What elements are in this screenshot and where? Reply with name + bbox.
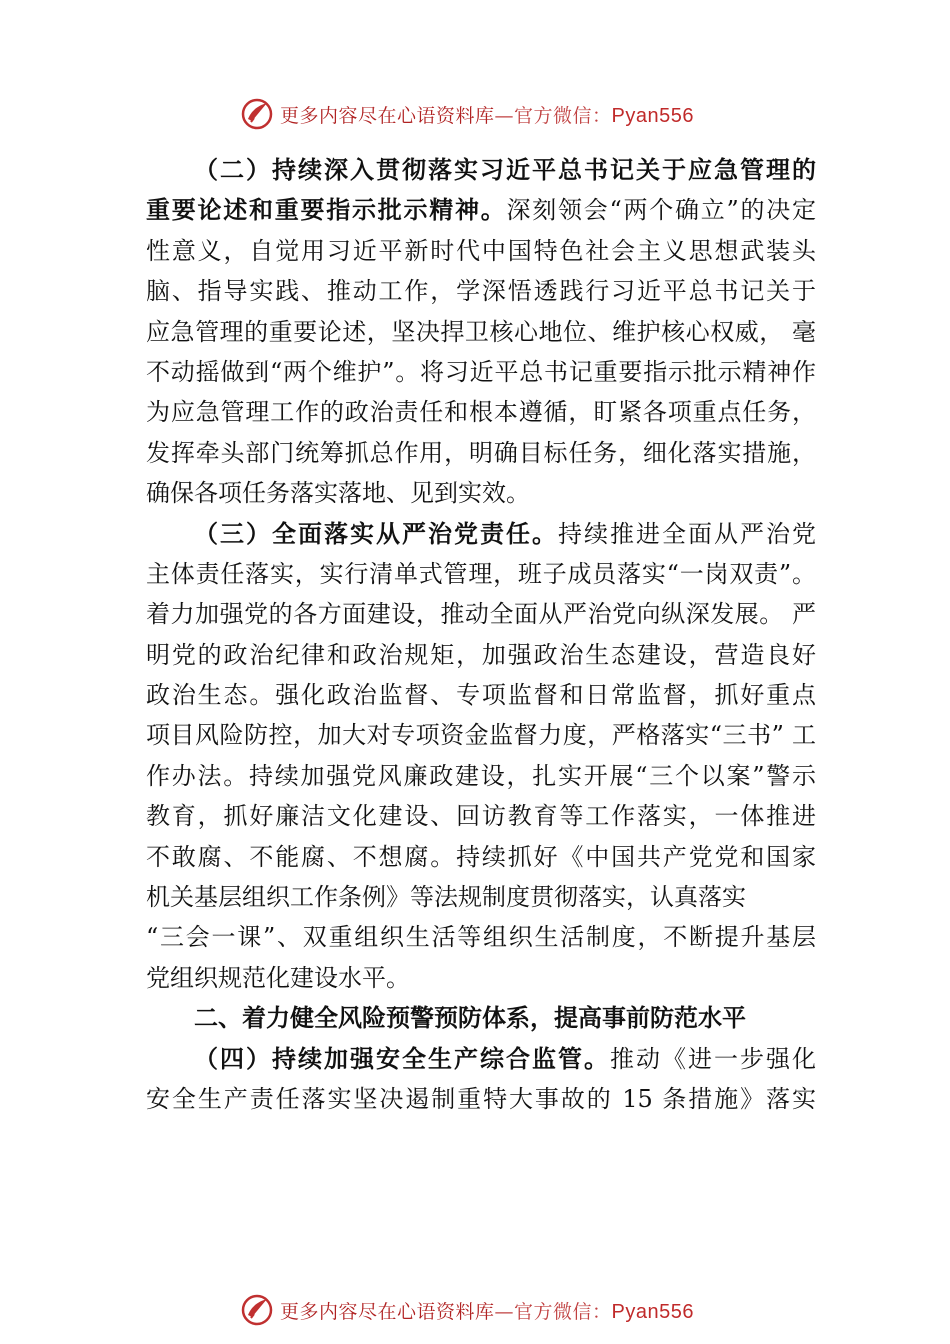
paragraph-3-line-9: 不敢腐、不能腐、不想腐。持续抓好《中国共产党党和国家 [146,842,816,871]
header-banner [0,94,950,134]
footer-banner-text [280,1297,694,1324]
paragraph-3-line-8: 教育，抓好廉洁文化建设、回访教育等工作落实，一体推进 [146,802,816,831]
paragraph-3-line-12: 党组织规范化建设水平。 [146,963,410,992]
banner-label: 官方微信： [514,1300,612,1323]
paragraph-2-line-7: 为应急管理工作的政治责任和根本遵循，盯紧各项重点任务， [146,398,816,427]
paragraph-3-line-1: （三）全面落实从严治党责任。持续推进全面从严治党 [194,519,816,548]
banner-prefix: 更多内容尽在心语资料库 [280,104,495,127]
paragraph-3-line-3: 着力加强党的各方面建设，推动全面从严治党向纵深发展。 严 [146,600,816,629]
banner-dash: — [494,104,515,127]
paragraph-3-line-10: 机关基层组织工作条例》等法规制度贯彻落实，认真落实 [146,883,746,912]
paragraph-2-line-3: 性意义，自觉用习近平新时代中国特色社会主义思想武装头 [146,236,816,265]
paragraph-2-line-6: 不动摇做到“两个维护”。将习近平总书记重要指示批示精神作 [146,357,816,386]
paragraph-3-line-4: 明党的政治纪律和政治规矩，加强政治生态建设，营造良好 [146,640,816,669]
paragraph-3-line-5: 政治生态。强化政治监督、专项监督和日常监督，抓好重点 [146,681,816,710]
banner-wechat-id: Pyan556 [611,104,694,127]
footer-banner [0,1290,950,1330]
paragraph-4-line-2: 安全生产责任落实坚决遏制重特大事故的 15 条措施》落实 [146,1084,816,1113]
banner-wechat-id: Pyan556 [611,1300,694,1323]
paragraph-2-line-1: （二）持续深入贯彻落实习近平总书记关于应急管理的 [194,156,816,184]
paragraph-2-line-9: 确保各项任务落实落地、见到实效。 [146,479,530,508]
paragraph-2-line-2: 重要论述和重要指示批示精神。深刻领会“两个确立”的决定 [146,196,816,225]
paragraph-4-line-1: （四）持续加强安全生产综合监管。推动《进一步强化 [194,1044,816,1073]
paragraph-2-line-4: 脑、指导实践、推动工作，学深悟透践行习近平总书记关于 [146,277,816,306]
paragraph-3-line-11: “三会一课”、双重组织生活等组织生活制度，不断提升基层 [146,923,816,952]
banner-prefix: 更多内容尽在心语资料库 [280,1300,495,1323]
banner-label: 官方微信： [514,104,612,127]
section-2-heading: 二、着力健全风险预警预防体系，提高事前防范水平 [194,1004,746,1033]
paragraph-2-line-8: 发挥牵头部门统筹抓总作用，明确目标任务，细化落实措施， [146,438,816,467]
document-body [146,150,816,1119]
header-banner-text [280,101,694,128]
paragraph-3-line-7: 作办法。持续加强党风廉政建设，扎实开展“三个以案”警示 [146,761,816,790]
paragraph-3-line-2: 主体责任落实，实行清单式管理，班子成员落实“一岗双责”。 [146,559,816,588]
paragraph-3-line-6: 项目风险防控，加大对专项资金监督力度，严格落实“三书” 工 [146,721,816,750]
banner-dash: — [494,1300,515,1323]
paragraph-2-line-5: 应急管理的重要论述，坚决捍卫核心地位、维护核心权威， 毫 [146,317,816,346]
brush-logo-icon [240,1293,274,1327]
brush-logo-icon [240,97,274,131]
